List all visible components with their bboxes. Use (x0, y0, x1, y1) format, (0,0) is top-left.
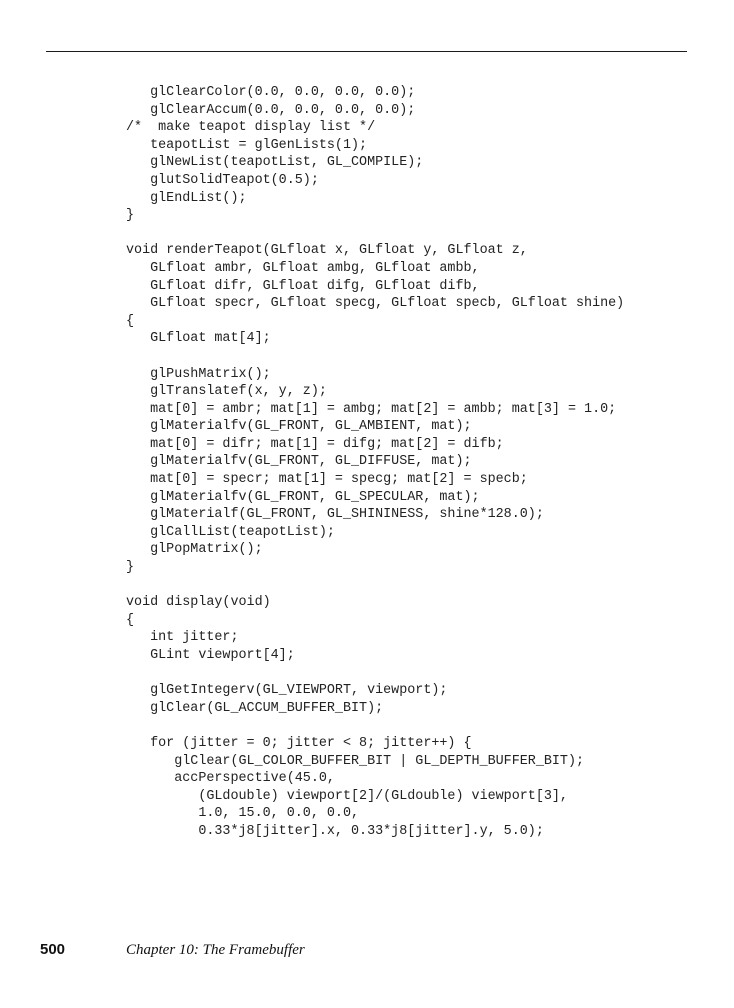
code-line: glClearColor(0.0, 0.0, 0.0, 0.0); (126, 85, 416, 100)
code-line: glNewList(teapotList, GL_COMPILE); (126, 155, 424, 171)
code-line: { (126, 313, 135, 329)
code-line (126, 665, 624, 683)
code-line: mat[0] = specr; mat[1] = specg; mat[2] = specb; (126, 472, 528, 488)
code-line: 0.33*j8[jitter].x, 0.33*j8[jitter].y, 5.0); (126, 823, 544, 839)
code-line: mat[0] = ambr; mat[1] = ambg; mat[2] = ambb; mat[3] = 1.0; (126, 401, 617, 417)
code-line: { (126, 612, 135, 628)
code-line: glPushMatrix(); (126, 366, 271, 382)
page-number: 500 (40, 941, 66, 958)
code-line: glCallList(teapotList); (126, 524, 335, 540)
code-line: glutSolidTeapot(0.5); (126, 172, 319, 188)
code-line: glMaterialfv(GL_FRONT, GL_DIFFUSE, mat); (126, 454, 472, 470)
code-line: GLfloat ambr, GLfloat ambg, GLfloat ambb, (126, 260, 480, 276)
code-line: accPerspective(45.0, (126, 771, 335, 787)
code-line: GLfloat mat[4]; (126, 331, 271, 347)
code-line: GLint viewport[4]; (126, 648, 295, 663)
code-line (126, 225, 624, 243)
code-line: GLfloat difr, GLfloat difg, GLfloat difb, (126, 278, 480, 294)
code-line (126, 577, 624, 595)
code-line: glClearAccum(0.0, 0.0, 0.0, 0.0); (126, 102, 416, 118)
code-line: teapotList = glGenLists(1); (126, 137, 368, 153)
code-line: int jitter; (126, 630, 239, 646)
code-line: void display(void) (126, 595, 271, 611)
code-line: for (jitter = 0; jitter < 8; jitter++) { (126, 735, 472, 751)
code-line (126, 717, 624, 735)
code-line: glClear(GL_ACCUM_BUFFER_BIT); (126, 700, 384, 716)
code-line: mat[0] = difr; mat[1] = difg; mat[2] = difb; (126, 436, 504, 452)
code-listing (126, 84, 624, 841)
code-line: glPopMatrix(); (126, 542, 263, 558)
chapter-title: Chapter 10: The Framebuffer (126, 942, 305, 958)
header-rule (46, 51, 687, 52)
code-line: 1.0, 15.0, 0.0, 0.0, (126, 806, 360, 822)
code-line: glClear(GL_COLOR_BUFFER_BIT | GL_DEPTH_BUFFER_BIT); (126, 753, 585, 769)
code-line: glEndList(); (126, 190, 247, 206)
code-line: GLfloat specr, GLfloat specg, GLfloat specb, GLfloat shine) (126, 296, 625, 312)
code-line: /* make teapot display list */ (126, 120, 376, 136)
code-line: glTranslatef(x, y, z); (126, 384, 327, 400)
code-line: void renderTeapot(GLfloat x, GLfloat y, GLfloat z, (126, 243, 528, 259)
code-line: glMaterialf(GL_FRONT, GL_SHININESS, shine*128.0); (126, 507, 544, 523)
code-line: glMaterialfv(GL_FRONT, GL_SPECULAR, mat); (126, 489, 480, 505)
code-line: glGetIntegerv(GL_VIEWPORT, viewport); (126, 683, 448, 699)
code-line: glMaterialfv(GL_FRONT, GL_AMBIENT, mat); (126, 419, 472, 435)
code-line (126, 348, 624, 366)
code-line: } (126, 560, 135, 576)
code-line: (GLdouble) viewport[2]/(GLdouble) viewport[3], (126, 788, 568, 804)
code-line: } (126, 208, 135, 224)
